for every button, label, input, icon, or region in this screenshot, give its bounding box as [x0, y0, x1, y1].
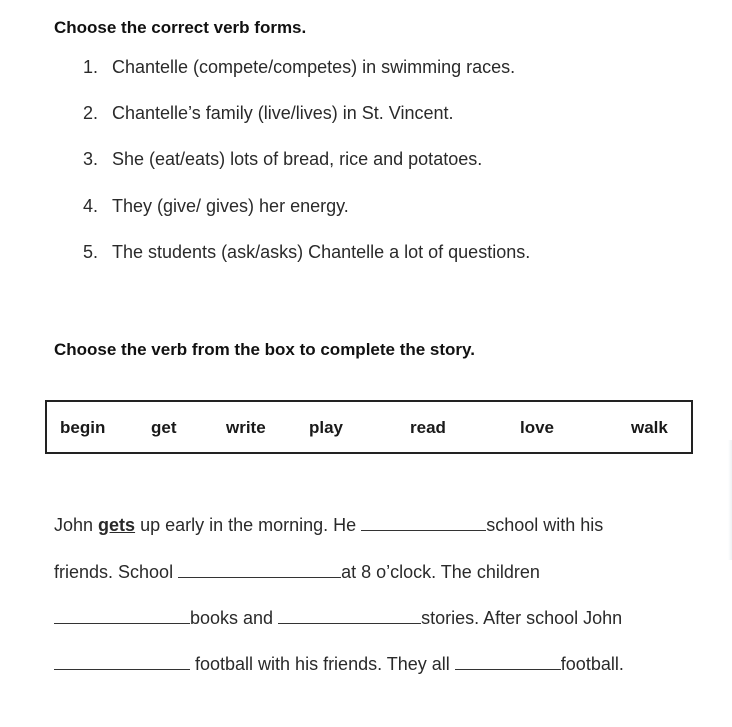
- story-text: football.: [560, 654, 624, 674]
- question-number: 2.: [83, 103, 99, 123]
- story-line-2: [54, 562, 540, 583]
- word-read: read: [410, 418, 446, 437]
- question-5: [83, 242, 530, 263]
- story-text: at 8 o’clock. The children: [341, 562, 540, 582]
- question-number: 1.: [83, 57, 99, 77]
- story-text: John: [54, 515, 99, 535]
- story-line-3: [54, 608, 622, 629]
- word-box: [45, 400, 693, 454]
- word-walk: walk: [631, 418, 668, 437]
- question-text: Chantelle’s family (live/lives) in St. Vincent.: [112, 103, 454, 123]
- answer-gets: gets: [98, 515, 136, 535]
- question-2: [83, 103, 453, 124]
- story-text: books and: [190, 608, 279, 628]
- story-text: friends. School: [54, 562, 179, 582]
- blank-4[interactable]: [278, 609, 421, 624]
- question-number: 3.: [83, 149, 99, 169]
- word-begin: begin: [60, 418, 106, 437]
- page-edge-shadow: [728, 440, 732, 560]
- story-line-4: [54, 654, 624, 675]
- blank-1[interactable]: [361, 516, 486, 531]
- word-love: love: [520, 418, 555, 437]
- blank-3[interactable]: [54, 609, 190, 624]
- question-text: They (give/ gives) her energy.: [112, 196, 349, 216]
- blank-5[interactable]: [54, 655, 190, 670]
- section-1-heading: Choose the correct verb forms.: [54, 18, 307, 37]
- story-text: school with his: [486, 515, 604, 535]
- question-text: She (eat/eats) lots of bread, rice and potatoes.: [112, 149, 483, 169]
- story-text: football with his friends. They all: [190, 654, 455, 674]
- word-play: play: [309, 418, 344, 437]
- question-1: [83, 57, 515, 78]
- question-3: [83, 149, 482, 170]
- story-text: up early in the morning. He: [135, 515, 362, 535]
- blank-2[interactable]: [178, 563, 341, 578]
- question-number: 4.: [83, 196, 99, 216]
- word-get: get: [151, 418, 177, 437]
- section-2-heading: Choose the verb from the box to complete the story.: [54, 340, 475, 359]
- word-write: write: [226, 418, 266, 437]
- story-line-1: [54, 515, 603, 536]
- question-text: Chantelle (compete/competes) in swimming races.: [112, 57, 516, 77]
- question-number: 5.: [83, 242, 99, 262]
- story-text: stories. After school John: [421, 608, 623, 628]
- question-4: [83, 196, 349, 217]
- blank-6[interactable]: [455, 655, 561, 670]
- question-text: The students (ask/asks) Chantelle a lot of questions.: [112, 242, 531, 262]
